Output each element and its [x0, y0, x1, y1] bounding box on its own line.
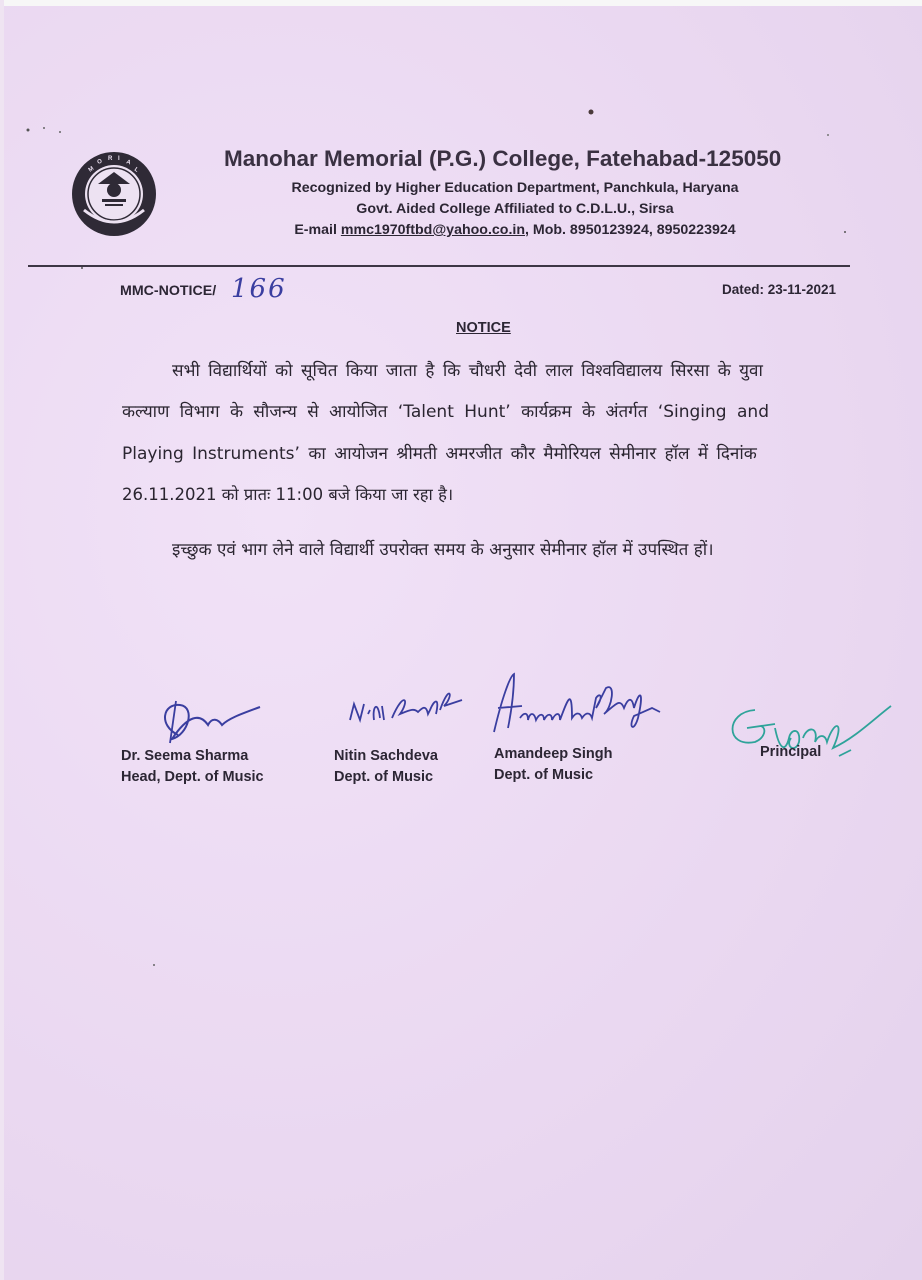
notice-date: Dated: 23-11-2021 [722, 282, 837, 297]
signatory-dept-3: Dept. of Music [494, 767, 594, 783]
signature-nitin-sachdeva [344, 670, 469, 730]
body-line-3: Playing Instruments’ का आयोजन श्रीमती अमरजीत कौर मैमोरियल सेमीनार हॉल में दिनांक [122, 444, 757, 464]
body-line-1: सभी विद्यार्थियों को सूचित किया जाता है कि चौधरी देवी लाल विश्वविद्यालय सिरसा के युवा [172, 361, 763, 381]
signature-amandeep-singh [488, 668, 668, 740]
email-link[interactable]: mmc1970ftbd@yahoo.co.in [340, 222, 526, 238]
signatory-name-3: Amandeep Singh [494, 746, 613, 762]
body-line-2: कल्याण विभाग के सौजन्य से आयोजित ‘Talent Hunt’ कार्यक्रम के अंतर्गत ‘Singing and [122, 402, 769, 422]
svg-text:A: A [125, 159, 132, 167]
signatory-dept-1: Head, Dept. of Music [121, 769, 264, 785]
recognition-line: Recognized by Higher Education Department, Panchkula, Haryana [291, 180, 739, 196]
signatory-name-4: Principal [760, 744, 822, 760]
svg-text:M: M [87, 165, 96, 174]
signatory-dept-2: Dept. of Music [334, 769, 434, 785]
notice-number-label: MMC-NOTICE/ [120, 283, 217, 299]
notice-number-handwritten: 166 [231, 274, 287, 304]
svg-text:I: I [118, 156, 120, 162]
header-divider [28, 265, 850, 267]
college-name: Manohar Memorial (P.G.) College, Fatehabad-125050 [224, 146, 782, 171]
affiliation-line: Govt. Aided College Affiliated to C.D.L.U., Sirsa [356, 201, 674, 217]
svg-text:O: O [96, 158, 104, 166]
email-label: E-mail [294, 222, 341, 238]
contact-line [155, 222, 875, 238]
svg-text:R: R [108, 156, 113, 162]
signatory-name-1: Dr. Seema Sharma [121, 748, 249, 764]
signature-seema-sharma [148, 695, 268, 750]
college-seal-icon [68, 150, 160, 238]
notice-heading: NOTICE [456, 320, 511, 336]
svg-text:L: L [132, 166, 140, 174]
body-line-4: 26.11.2021 को प्रातः 11:00 बजे किया जा रहा है। [122, 485, 454, 504]
mobile-numbers: , Mob. 8950123924, 8950223924 [525, 222, 736, 238]
signatory-name-2: Nitin Sachdeva [334, 748, 438, 764]
body-line-5: इच्छुक एवं भाग लेने वाले विद्यार्थी उपरोक्त समय के अनुसार सेमीनार हॉल में उपस्थित हों। [172, 540, 714, 560]
